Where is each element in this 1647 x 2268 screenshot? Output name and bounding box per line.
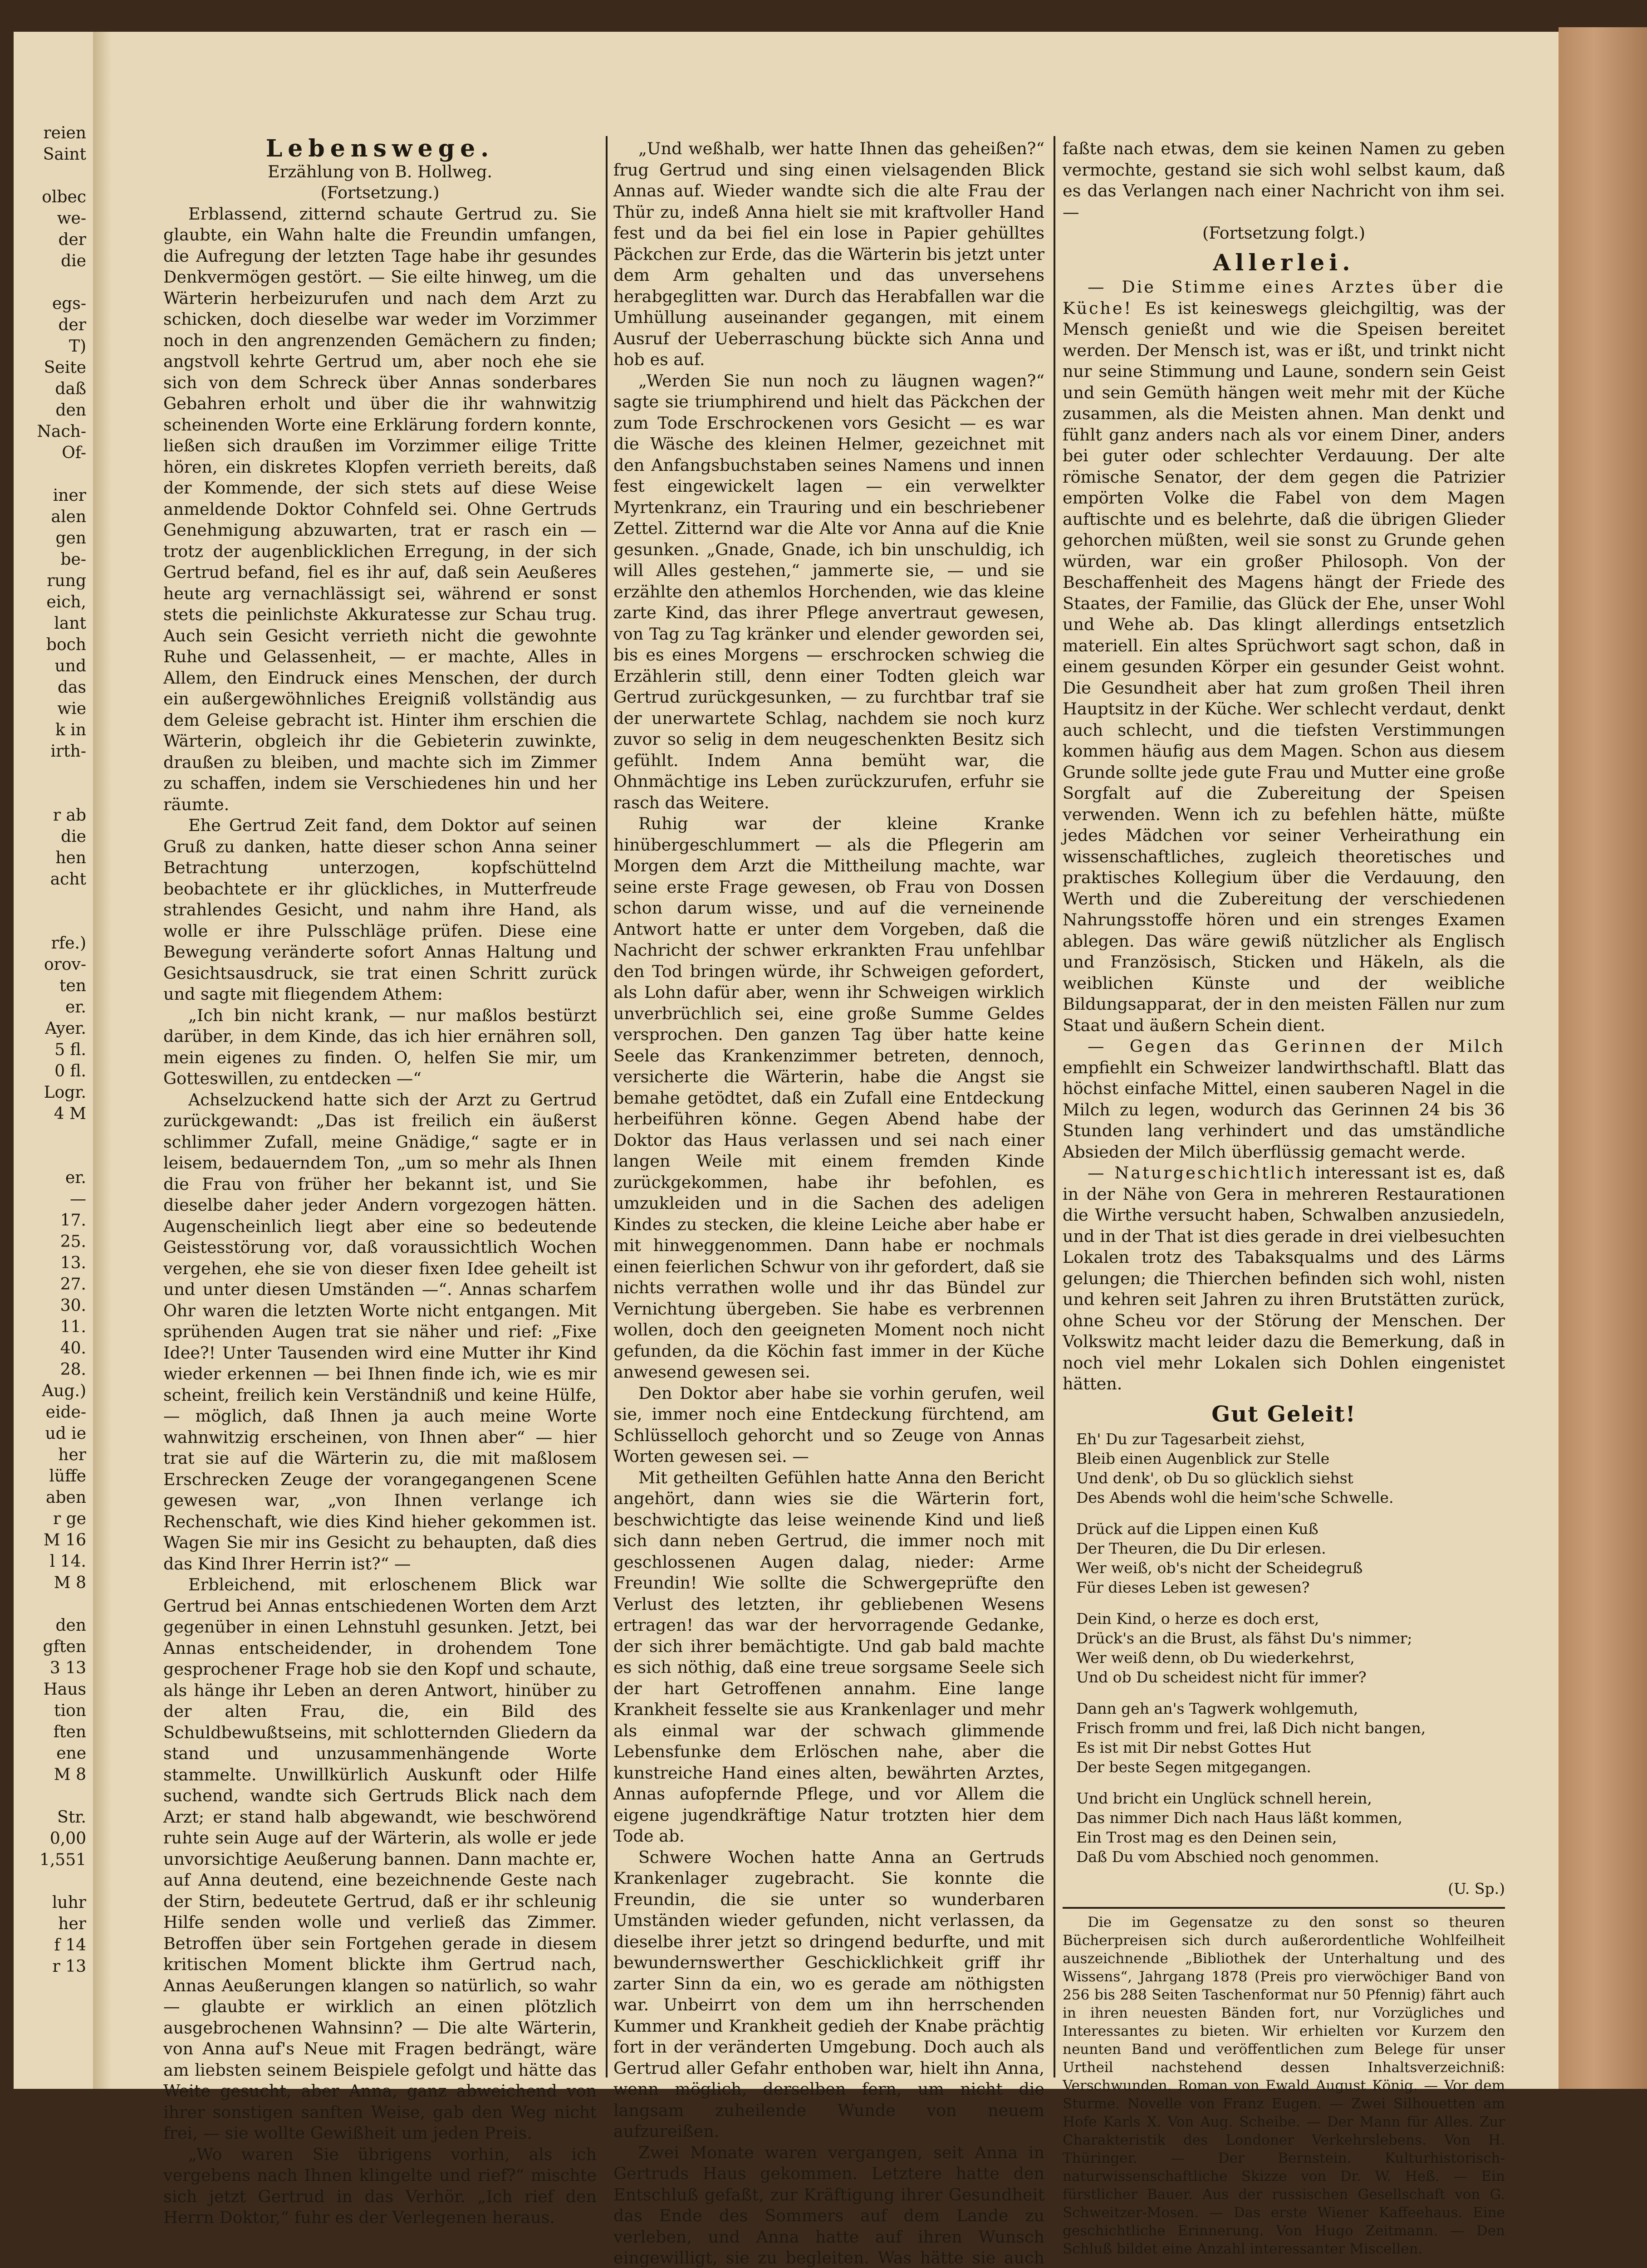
story-paragraph: Erbleichend, mit erloschenem Blick war Gertrud bei Annas entschiedenen Worten dem Arzt gegenüber in einen Lehnstuhl gesunken. Jetzt, bei Annas entscheidender, in drohendem Tone gesprochener Frage hob sie den Kopf und schaute, als hänge ihr Leben an deren Antwort, hinüber zu der alten Frau, die, ein Bild des Schuldbewußtseins, mit schlotternden Gliedern da stand und unzusammenhängende Worte stammelte. Unwillkürlich Auskunft oder Hilfe suchend, wandte sich Gertruds Blick nach dem Arzt; er stand halb abgewandt, wie beschwörend ruhte sein Auge auf der Wärterin, als wolle er jede unvorsichtige Aeußerung bannen. Dann machte er, auf Anna deutend, eine bezeichnende Geste nach der Stirn, bedeutete Gertrud, daß er ihr schleunig Hilfe senden wolle und verließ das Zimmer. Betroffen über sein Fortgehen gerade in diesem kritischen Moment blickte ihm Gertrud nach, Annas Aeußerungen klangen so natürlich, so wahr — glaubte er wirklich an einen plötzlich ausgebrochenen Wahnsinn? — Die alte Wärterin, von Anna auf's Neue mit Fragen bedrängt, wäre am liebsten seinem Beispiele gefolgt und hätte das Weite gesucht, aber Anna, ganz abweichend von ihrer sonstigen sanften Weise, gab den Weg nicht frei, — sie wollte Gewißheit um jeden Preis. bbox=[163, 1574, 597, 2144]
poem-line: Und denk', ob Du so glücklich siehst bbox=[1076, 1468, 1505, 1488]
fragment-line: orov- bbox=[14, 954, 86, 975]
poem-line: Und bricht ein Unglück schnell herein, bbox=[1076, 1789, 1505, 1808]
story-byline: Erzählung von B. Hollweg. bbox=[163, 161, 597, 183]
fragment-line: 17. bbox=[14, 1210, 86, 1231]
column-1 bbox=[163, 138, 597, 2229]
poem-line: Dann geh an's Tagwerk wohlgemuth, bbox=[1076, 1699, 1505, 1718]
fragment-line: k in bbox=[14, 719, 86, 741]
fragment-line bbox=[14, 783, 86, 805]
poem-line: Daß Du vom Abschied noch genommen. bbox=[1076, 1847, 1505, 1867]
fragment-line: 3 13 bbox=[14, 1657, 86, 1679]
poem-line: Der beste Segen mitgegangen. bbox=[1076, 1757, 1505, 1777]
fragment-line: die bbox=[14, 250, 86, 272]
allerlei-item bbox=[1063, 1036, 1505, 1163]
fragment-line: alen bbox=[14, 506, 86, 528]
fragment-line: der bbox=[14, 229, 86, 250]
poem-attribution: (U. Sp.) bbox=[1063, 1878, 1505, 1900]
fragment-line: l 14. bbox=[14, 1551, 86, 1572]
fragment-line: r ab bbox=[14, 805, 86, 826]
item-lead: — Gegen das Gerinnen der Milch bbox=[1088, 1036, 1505, 1056]
page-stack-edge bbox=[1559, 27, 1647, 2089]
poem-line: Für dieses Leben ist gewesen? bbox=[1076, 1578, 1505, 1597]
fragment-line: Ayer. bbox=[14, 1018, 86, 1039]
fragment-line: Saint bbox=[14, 144, 86, 165]
fragment-line: reien bbox=[14, 122, 86, 144]
fragment-line: lant bbox=[14, 613, 86, 634]
fragment-line: das bbox=[14, 677, 86, 698]
continued-note: (Fortsetzung folgt.) bbox=[1063, 223, 1505, 244]
fragment-line: der bbox=[14, 314, 86, 336]
fragment-line: er. bbox=[14, 997, 86, 1018]
fragment-line: ften bbox=[14, 1721, 86, 1743]
fragment-line: Aug.) bbox=[14, 1380, 86, 1402]
fragment-line: rfe.) bbox=[14, 933, 86, 954]
fragment-line: rung bbox=[14, 570, 86, 591]
fragment-line bbox=[14, 1146, 86, 1167]
fragment-line: her bbox=[14, 1913, 86, 1935]
item-text: empfiehlt ein Schweizer landwirthschaftl. Blatt das höchst einfache Mittel, einen sauberen Nagel in die Milch zu legen, wodurch das Gerinnen 24 bis 36 Stunden lang verhindert und das umständliche Absieden der Milch überflüssig gemacht werde. bbox=[1063, 1058, 1505, 1162]
fragment-line: tion bbox=[14, 1700, 86, 1721]
poem-line: Drück's an die Brust, als fähst Du's nimmer; bbox=[1076, 1628, 1505, 1648]
poem-stanza bbox=[1076, 1429, 1505, 1507]
story-paragraph: Den Doktor aber habe sie vorhin gerufen, weil sie, immer noch eine Entdeckung fürchtend, am Schlüsselloch gehorcht und so Zeuge von Annas Worten gewesen sei. — bbox=[613, 1383, 1044, 1467]
poem-line: Das nimmer Dich nach Haus läßt kommen, bbox=[1076, 1808, 1505, 1828]
story-paragraph: „Wo waren Sie übrigens vorhin, als ich vergebens nach Ihnen klingelte und rief?“ mischte sich jetzt Gertrud in das Verhör. „Ich rief den Herrn Doktor,“ fuhr es der Verlegenen heraus. bbox=[163, 2144, 597, 2229]
fragment-line: aben bbox=[14, 1487, 86, 1508]
fragment-line: gen bbox=[14, 528, 86, 549]
fragment-line: M 8 bbox=[14, 1764, 86, 1785]
story-continuation: (Fortsetzung.) bbox=[163, 182, 597, 204]
fragment-line: acht bbox=[14, 869, 86, 890]
fragment-line: we- bbox=[14, 208, 86, 229]
item-text: Es ist keineswegs gleichgiltig, was der Mensch genießt und wie die Speisen bereitet werden. Der Mensch ist, was er ißt, und trinkt nicht nur seine Stimmung und Laune, sondern sein Geist und sein Gemüth hängen weit mehr mit der Küche zusammen, als die Meisten ahnen. Man denkt und fühlt ganz anders nach als vor einem Diner, anders bei guter oder schlechter Verdauung. Der alte römische Senator, der dem gegen die Patrizier empörten Volke die Fabel von dem Magen auftischte und es belehrte, daß die übrigen Glieder gehorchen müßten, weil sie sonst zu Grunde gehen würden, war ein großer Philosoph. Von der Beschaffenheit des Magens hängt der Friede des Staates, der Familie, das Glück der Ehe, unser Wohl und Wehe ab. Das klingt allerdings entsetzlich materiell. Ein altes Sprüchwort sagt schon, daß in einem gesunden Körper ein gesunder Geist wohnt. Die Gesundheit aber hat zum großen Theil ihren Hauptsitz in der Küche. Wer schlecht verdaut, denkt auch schlecht, und die tiefsten Verstimmungen kommen häufig aus dem Magen. Schon aus diesem Grunde sollte jede gute Frau und Mutter eine große Sorgfalt auf die Zubereitung der Speisen verwenden. Wenn ich zu befehlen hätte, müßte jedes Mädchen vor seiner Verheirathung ein wissenschaftliches, zugleich theoretisches und praktisches Kollegium über die Verdauung, den Werth und die Zubereitung der verschiedenen Nahrungsstoffe hören und ein strenges Examen ablegen. Das wäre gewiß nützlicher als Englisch und Französisch, Sticken und Häkeln, als die weiblichen Künste und der weibliche Bildungsapparat, der in den meisten Fällen nur zum Staat und äußern Schein dient. bbox=[1063, 298, 1505, 1035]
story-paragraph: Schwere Wochen hatte Anna an Gertruds Krankenlager zugebracht. Sie konnte die Freundin, die sie unter so wunderbaren Umständen wieder gefunden, nicht verlassen, da dieselbe ihrer jetzt so dringend bedurfte, und mit bewundernswerther Geschicklichkeit griff ihr zarter Sinn da ein, wo es gerade am nöthigsten war. Unbeirrt von dem um ihn herrschenden Kummer und Krankheit gedieh der Knabe prächtig fort in der veränderten Umgebung. Doch auch als Gertrud aller Gefahr enthoben war, hielt ihn Anna, wenn möglich, derselben fern, um nicht die langsam zuheilende Wunde von neuem aufzureißen. bbox=[613, 1847, 1044, 2142]
fragment-line: 0 fl. bbox=[14, 1061, 86, 1082]
fragment-line: f 14 bbox=[14, 1935, 86, 1956]
fragment-line: er. bbox=[14, 1167, 86, 1188]
fragment-line: 11. bbox=[14, 1316, 86, 1338]
fragment-line: Haus bbox=[14, 1679, 86, 1700]
story-paragraph: Ehe Gertrud Zeit fand, dem Doktor auf seinen Gruß zu danken, hatte dieser schon Anna seiner Betrachtung unterzogen, kopfschüttelnd beobachtete er ihr glückliches, in Mutterfreude strahlendes Gesicht, und nahm ihre Hand, als wolle er ihre Pulsschläge prüfen. Diese eine Bewegung veränderte sofort Annas Haltung und Gesichtsausdruck, sie trat einen Schritt zurück und sagte mit fliegendem Athem: bbox=[163, 815, 597, 1005]
fragment-line: die bbox=[14, 826, 86, 847]
fragment-line: eide- bbox=[14, 1402, 86, 1423]
fragment-line: — bbox=[14, 1188, 86, 1210]
fragment-line: eich, bbox=[14, 591, 86, 613]
fragment-line: 30. bbox=[14, 1295, 86, 1316]
fragment-line: ene bbox=[14, 1743, 86, 1764]
fragment-line: 0,00 bbox=[14, 1828, 86, 1849]
allerlei-heading: Allerlei. bbox=[1063, 252, 1505, 274]
fragment-line: 4 M bbox=[14, 1103, 86, 1124]
story-paragraph: Zwei Monate waren vergangen, seit Anna in Gertruds Haus gekommen. Letztere hatte den Entschluß gefaßt, zur Kräftigung ihrer Gesundheit das Ende des Sommers auf dem Lande zu verleben, und Anna hatte auf ihren Wunsch eingewilligt, sie zu begleiten. Was hätte sie auch bbox=[613, 2142, 1044, 2268]
poem-title: Gut Geleit! bbox=[1063, 1404, 1505, 1425]
fragment-line: olbec bbox=[14, 186, 86, 208]
poem-stanza bbox=[1076, 1609, 1505, 1687]
item-lead: — Naturgeschichtlich bbox=[1088, 1163, 1308, 1183]
notice-rule bbox=[1063, 1907, 1505, 1909]
fragment-line: 5 fl. bbox=[14, 1039, 86, 1061]
book-notice: Die im Gegensatze zu den sonst so theuren Bücherpreisen sich durch außerordentliche Wohlfeilheit auszeichnende „Bibliothek der Unterhaltung und des Wissens“, Jahrgang 1878 (Preis pro vierwöchiger Band von 256 bis 288 Seiten Taschenformat nur 50 Pfennig) fährt auch in ihren neuesten Bänden fort, nur Vorzügliches und Interessantes zu bieten. Wir erhielten vor Kurzem den neunten Band und veröffentlichen zum Belege für unser Urtheil nachstehend dessen Inhaltsverzeichniß: Verschwunden. Roman von Ewald August König. — Vor dem Sturme. Novelle von Franz Eugen. — Zwei Silhouetten am Hofe Karls X. Von Aug. Scheibe. — Der Mann für Alles. Zur Charakteristik des Londoner Verkehrslebens. Von H. Thüringer. — Der Bernstein. Kulturhistorisch-naturwissenschaftliche Skizze von Dr. W. Heß. — Ein fürstlicher Bauer. Aus der russischen Gesellschaft von G. Schweitzer-Mosen. — Das erste Wiener Kaffeehaus. Eine geschichtliche Erinnerung. Von Hugo Zeitmann. — Den Schluß bildet eine Anzahl interessanter Miscellen. bbox=[1063, 1913, 1505, 2258]
poem bbox=[1063, 1429, 1505, 1867]
column-2 bbox=[613, 138, 1044, 2268]
facing-page-fragments bbox=[14, 122, 86, 1977]
story-title: Lebenswege. bbox=[163, 138, 597, 160]
poem-line: Eh' Du zur Tagesarbeit ziehst, bbox=[1076, 1429, 1505, 1449]
column-rule-2 bbox=[1054, 136, 1055, 2077]
poem-line: Und ob Du scheidest nicht für immer? bbox=[1076, 1667, 1505, 1687]
story-paragraph: Achselzuckend hatte sich der Arzt zu Gertrud zurückgewandt: „Das ist freilich ein äußerst schlimmer Zufall, meine Gnädige,“ sagte er in leisem, bedauerndem Ton, „um so mehr als Ihnen die Frau von früher her bekannt ist, und Sie dieselbe daher jeder Andern vorgezogen hätten. Augenscheinlich liegt aber eine so bedeutende Geistesstörung vor, daß voraussichtlich Wochen vergehen, ehe sie von dieser fixen Idee geheilt ist und unter diesen Umständen —“. Annas scharfem Ohr waren die letzten Worte nicht entgangen. Mit sprühenden Augen trat sie näher und rief: „Fixe Idee?! Unter Tausenden wird eine Mutter ihr Kind wieder erkennen — bei Ihnen finde ich, wie es mir scheint, freilich kein Verständniß und keine Hülfe, — möglich, daß Ihnen ja auch meine Worte wahnwitzig erscheinen, von Ihnen aber“ — hier trat sie auf die Wärterin zu, die mit maßlosem Erschrecken Zeuge der vorangegangenen Scene gewesen war, „von Ihnen verlange ich Rechenschaft, wie dies Kind hieher gekommen ist. Wagen Sie mir ins Gesicht zu behaupten, daß dies das Kind Ihrer Herrin ist?“ — bbox=[163, 1090, 597, 1575]
fragment-line: den bbox=[14, 1615, 86, 1636]
poem-line: Ein Trost mag es den Deinen sein, bbox=[1076, 1828, 1505, 1847]
fragment-line: r ge bbox=[14, 1508, 86, 1530]
newspaper-page bbox=[14, 32, 1559, 2089]
story-paragraph: Erblassend, zitternd schaute Gertrud zu. Sie glaubte, ein Wahn halte die Freundin umfangen, die Aufregung der letzten Tage habe ihr gesundes Denkvermögen gestört. — Sie eilte hinweg, um die Wärterin herbeizurufen und nach dem Arzt zu schicken, doch dieselbe war weder im Vorzimmer noch in den angrenzenden Gemächern zu finden; angstvoll kehrte Gertrud um, aber noch ehe sie sich von dem Schreck über Annas sonderbares Gebahren erholt und über die ihr wahnwitzig scheinenden Worte eine Erklärung fordern konnte, ließen sich draußen im Vorzimmer eilige Tritte hören, ein diskretes Klopfen verrieth bereits, daß der Kommende, der sich stets auf diese Weise anmeldende Doktor Cohnfeld sei. Ohne Gertruds Genehmigung abzuwarten, trat er rasch ein — trotz der augenblicklichen Erregung, in der sich Gertrud befand, fiel es ihr auf, daß sein Aeußeres heute arg vernachlässigt sei, während er sonst stets die peinlichste Akkuratesse zur Schau trug. Auch sein Gesicht verrieth nicht die gewohnte Ruhe und Gelassenheit, — er machte, Alles in Allem, den Eindruck eines Menschen, der durch ein außergewöhnliches Ereigniß vollständig aus dem Geleise gebracht ist. Hinter ihm erschien die Wärterin, obgleich ihr die Gebieterin zuwinkte, draußen zu bleiben, und machte sich im Zimmer zu schaffen, indem sie Verschiedenes hin und her räumte. bbox=[163, 204, 597, 816]
allerlei-item bbox=[1063, 277, 1505, 1036]
fragment-line bbox=[14, 272, 86, 293]
fragment-line: Seite bbox=[14, 357, 86, 378]
fragment-line: iner bbox=[14, 485, 86, 506]
fragment-line bbox=[14, 464, 86, 485]
story-paragraph: „Ich bin nicht krank, — nur maßlos bestürzt darüber, in dem Kinde, das ich hier ernähren soll, mein eigenes zu finden. O, helfen Sie mir, um Gotteswillen, zu entdecken —“ bbox=[163, 1005, 597, 1090]
fragment-line: be- bbox=[14, 549, 86, 570]
fragment-line: daß bbox=[14, 378, 86, 400]
fragment-line: 1,551 bbox=[14, 1849, 86, 1871]
fragment-line bbox=[14, 762, 86, 783]
fragment-line bbox=[14, 890, 86, 911]
poem-line: Des Abends wohl die heim'sche Schwelle. bbox=[1076, 1488, 1505, 1507]
fragment-line: 28. bbox=[14, 1359, 86, 1380]
poem-line: Wer weiß denn, ob Du wiederkehrst, bbox=[1076, 1648, 1505, 1667]
story-paragraph: Mit getheilten Gefühlen hatte Anna den Bericht angehört, dann wies sie die Wärterin fort, beschwichtigte das leise weinende Kind und ließ sich dann neben Gertrud, die immer noch mit geschlossenen Augen dalag, nieder: Arme Freundin! Wie sollte die Schwergeprüfte den Verlust des letzten, ihr gebliebenen Wesens ertragen! das war der hervorragende Gedanke, der sich ihrer bemächtigte. Und gab bald machte es sich nöthig, daß eine treue sorgsame Seele sich der hart Getroffenen annahm. Eine lange Krankheit fesselte sie aus Krankenlager und mehr als einmal war der schwach glimmende Lebensfunke dem Erlöschen nahe, aber die kunstreiche Hand eines alten, bewährten Arztes, Annas aufopfernde Pflege, und vor Allem die eigene jugendkräftige Natur trotzten hier dem Tode ab. bbox=[613, 1467, 1044, 1847]
fragment-line bbox=[14, 911, 86, 933]
poem-line: Wer weiß, ob's nicht der Scheidegruß bbox=[1076, 1558, 1505, 1578]
fragment-line: 13. bbox=[14, 1252, 86, 1274]
fragment-line: M 8 bbox=[14, 1572, 86, 1593]
poem-line: Bleib einen Augenblick zur Stelle bbox=[1076, 1449, 1505, 1468]
fragment-line: und bbox=[14, 655, 86, 677]
poem-line: Drück auf die Lippen einen Kuß bbox=[1076, 1519, 1505, 1539]
fragment-line bbox=[14, 1785, 86, 1807]
fragment-line: egs- bbox=[14, 293, 86, 314]
fragment-line: lüffe bbox=[14, 1466, 86, 1487]
fragment-line: 40. bbox=[14, 1338, 86, 1359]
fragment-line bbox=[14, 1593, 86, 1615]
fragment-line: den bbox=[14, 400, 86, 421]
fragment-line bbox=[14, 165, 86, 186]
fragment-line: irth- bbox=[14, 741, 86, 762]
poem-line: Frisch fromm und frei, laß Dich nicht bangen, bbox=[1076, 1718, 1505, 1738]
story-paragraph: „Und weßhalb, wer hatte Ihnen das geheißen?“ frug Gertrud und sing einen vielsagenden Blick Annas auf. Wieder wandte sich die alte Frau der Thür zu, indeß Anna hielt sie mit kraftvoller Hand fest und da bei fiel ein lose in Papier gehülltes Päckchen zur Erde, das die Wärterin bis jetzt unter dem Arm gehalten und das unversehens herabgeglitten war. Durch das Herabfallen war die Umhüllung auseinander gegangen, mit einem Ausruf der Ueberraschung bückte sich Anna und hob es auf. bbox=[613, 138, 1044, 371]
fragment-line: ten bbox=[14, 975, 86, 997]
poem-stanza bbox=[1076, 1699, 1505, 1777]
fragment-line: 27. bbox=[14, 1274, 86, 1295]
fragment-line: T) bbox=[14, 336, 86, 357]
allerlei-item bbox=[1063, 1163, 1505, 1395]
fragment-line: r 13 bbox=[14, 1956, 86, 1977]
binding-gutter bbox=[93, 32, 111, 2089]
poem-line: Der Theuren, die Du Dir erlesen. bbox=[1076, 1539, 1505, 1558]
fragment-line: Str. bbox=[14, 1807, 86, 1828]
fragment-line bbox=[14, 1871, 86, 1892]
item-text: interessant ist es, daß in der Nähe von Gera in mehreren Restaurationen die Wirthe versucht haben, Schwalben anzusiedeln, und in der That ist dies gerade in drei vielbesuchten Lokalen trotz des Tabaksqualms und des Lärms gelungen; die Thierchen befinden sich wohl, nisten und kehren seit Jahren zu ihren Brutstätten zurück, ohne Scheu vor der Störung der Menschen. Der Volkswitz macht leider dazu die Bemerkung, daß in noch viel mehr Lokalen sich Dohlen eingenistet hätten. bbox=[1063, 1163, 1505, 1393]
fragment-line: ud ie bbox=[14, 1423, 86, 1444]
fragment-line: boch bbox=[14, 634, 86, 655]
fragment-line: Nach- bbox=[14, 421, 86, 442]
poem-stanza bbox=[1076, 1789, 1505, 1867]
column-rule-1 bbox=[606, 136, 608, 2077]
story-paragraph: Ruhig war der kleine Kranke hinübergeschlummert — als die Pflegerin am Morgen dem Arzt die Mittheilung machte, war seine erste Frage gewesen, ob Frau von Dossen schon darum wisse, und auf die verneinende Antwort hatte er unter dem Vorgeben, daß die Nachricht der schwer erkrankten Frau unfehlbar den Tod bringen würde, ihr Schweigen gefordert, als Lohn dafür aber, wenn ihr Schweigen wirklich unverbrüchlich sei, eine große Summe Geldes versprochen. Den ganzen Tag über hatte keine Seele das Krankenzimmer betreten, dennoch, versicherte die Wärterin, habe die Angst sie bemahe getödtet, daß ein Zufall eine Entdeckung herbeiführen könne. Gegen Abend habe der Doktor das Haus verlassen und sei nach einer langen Weile mit einem fremden Kinde zurückgekommen, habe ihr befohlen, es umzukleiden und in die Sachen des adeligen Kindes zu stecken, die kleine Leiche aber habe er mit hinweggenommen. Dann habe er nochmals einen feierlichen Schwur von ihr gefordert, daß sie nichts verrathen wolle und ihr das Bündel zur Vernichtung übergeben. Sie habe es verbrennen wollen, doch den geeigneten Moment noch nicht gefunden, da die Köchin fast immer in der Küche anwesend gewesen sei. bbox=[613, 813, 1044, 1383]
poem-line: Es ist mit Dir nebst Gottes Hut bbox=[1076, 1738, 1505, 1757]
fragment-line: luhr bbox=[14, 1892, 86, 1913]
fragment-line: wie bbox=[14, 698, 86, 719]
fragment-line: hen bbox=[14, 847, 86, 869]
poem-line: Dein Kind, o herze es doch erst, bbox=[1076, 1609, 1505, 1628]
fragment-line: M 16 bbox=[14, 1530, 86, 1551]
column-3 bbox=[1063, 138, 1505, 2258]
item-lead: — Die Stimme eines Arztes über die Küche! bbox=[1063, 277, 1505, 318]
fragment-line bbox=[14, 1124, 86, 1146]
poem-stanza bbox=[1076, 1519, 1505, 1597]
fragment-line: Logr. bbox=[14, 1082, 86, 1103]
fragment-line: gften bbox=[14, 1636, 86, 1657]
fragment-line: her bbox=[14, 1444, 86, 1466]
story-paragraph: faßte nach etwas, dem sie keinen Namen zu geben vermochte, gestand sie sich wohl selbst kaum, daß es das Verlangen nach einer Nachricht von ihm sei. — bbox=[1063, 138, 1505, 223]
story-paragraph: „Werden Sie nun noch zu läugnen wagen?“ sagte sie triumphirend und hielt das Päckchen der zum Tode Erschrockenen vors Gesicht — es war die Wäsche des kleinen Helmer, gezeichnet mit den Anfangsbuchstaben seines Namens und innen fest eingewickelt lagen — ein verwelkter Myrtenkranz, ein Trauring und ein beschriebener Zettel. Zitternd war die Alte vor Anna auf die Knie gesunken. „Gnade, Gnade, ich bin unschuldig, ich will Alles gestehen,“ jammerte sie, — und sie erzählte den athemlos Horchenden, wie das kleine zarte Kind, das ihrer Pflege anvertraut gewesen, von Tag zu Tag kränker und elender geworden sei, bis es eines Morgens — erschrocken schwieg die Erzählerin still, denn einer Todten gleich war Gertrud zurückgesunken, — zu furchtbar traf sie der unerwartete Schlag, nachdem sie noch kurz zuvor so selig in dem neugeschenkten Besitz sich gefühlt. Indem Anna bemüht war, die Ohnmächtige ins Leben zurückzurufen, erfuhr sie rasch das Weitere. bbox=[613, 371, 1044, 814]
fragment-line: 25. bbox=[14, 1231, 86, 1252]
fragment-line: Of- bbox=[14, 442, 86, 464]
